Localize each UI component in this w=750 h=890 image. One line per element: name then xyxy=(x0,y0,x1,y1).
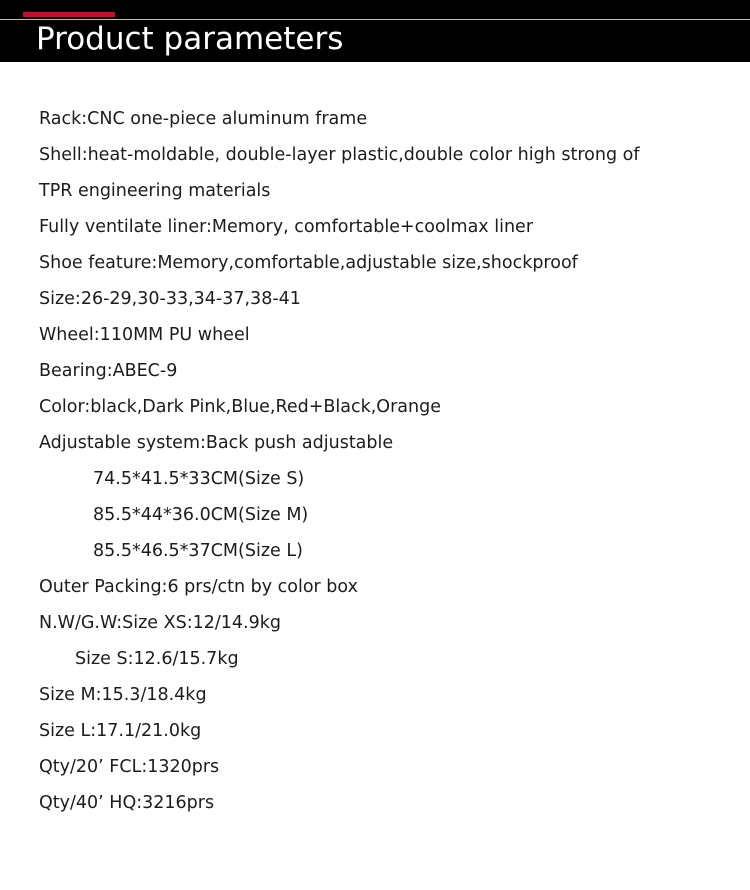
parameter-line: Rack:CNC one-piece aluminum frame xyxy=(39,109,368,129)
parameter-line: 74.5*41.5*33CM(Size S) xyxy=(93,469,305,489)
parameter-line: Outer Packing:6 prs/ctn by color box xyxy=(39,577,358,597)
parameter-line: Qty/20’ FCL:1320prs xyxy=(39,757,220,777)
page-title: Product parameters xyxy=(36,21,344,57)
header-banner xyxy=(0,0,750,62)
parameter-line: Size L:17.1/21.0kg xyxy=(39,721,202,741)
parameter-list xyxy=(0,101,750,821)
parameter-line: Size S:12.6/15.7kg xyxy=(75,649,239,669)
parameter-line: Color:black,Dark Pink,Blue,Red+Black,Orange xyxy=(39,397,441,417)
parameter-line: Fully ventilate liner:Memory, comfortable+coolmax liner xyxy=(39,217,534,237)
parameter-line: Wheel:110MM PU wheel xyxy=(39,325,250,345)
parameter-line: N.W/G.W:Size XS:12/14.9kg xyxy=(39,613,282,633)
parameter-line: Adjustable system:Back push adjustable xyxy=(39,433,394,453)
parameter-line: Qty/40’ HQ:3216prs xyxy=(39,793,215,813)
parameter-line: Size M:15.3/18.4kg xyxy=(39,685,207,705)
parameter-line: 85.5*46.5*37CM(Size L) xyxy=(93,541,303,561)
parameter-line: Shell:heat-moldable, double-layer plastic,double color high strong of xyxy=(39,145,640,165)
accent-bar xyxy=(23,12,115,17)
parameter-line: 85.5*44*36.0CM(Size M) xyxy=(93,505,309,525)
parameter-line: Size:26-29,30-33,34-37,38-41 xyxy=(39,289,301,309)
parameter-line: Bearing:ABEC-9 xyxy=(39,361,178,381)
parameter-line: TPR engineering materials xyxy=(39,181,271,201)
parameter-line: Shoe feature:Memory,comfortable,adjustable size,shockproof xyxy=(39,253,578,273)
